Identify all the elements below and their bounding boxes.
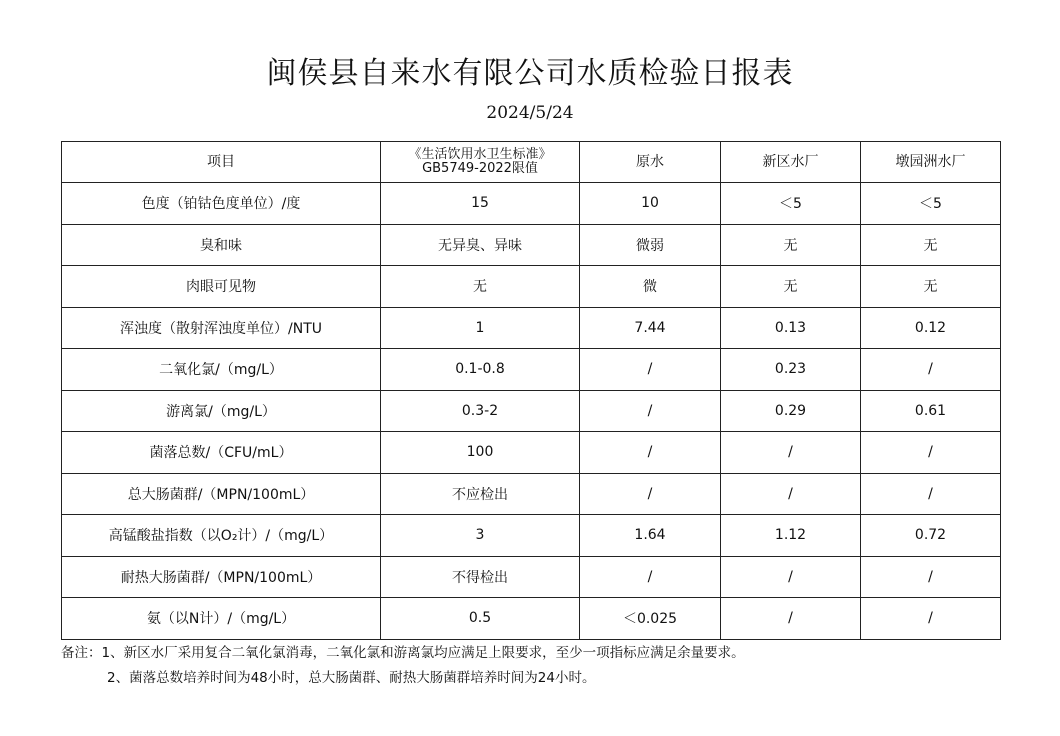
remarks xyxy=(61,641,745,691)
row-raw-value: 微弱 xyxy=(580,224,721,266)
row-raw-value: / xyxy=(580,556,721,598)
row-xinqu-value: / xyxy=(721,598,861,640)
row-raw-value: 7.44 xyxy=(580,307,721,349)
row-limit: 无异臭、异味 xyxy=(381,224,580,266)
table-row xyxy=(62,183,1001,225)
table-row xyxy=(62,390,1001,432)
row-dunyuan-value: / xyxy=(861,598,1001,640)
table-row xyxy=(62,224,1001,266)
row-raw-value: / xyxy=(580,390,721,432)
row-item: 二氧化氯/（mg/L） xyxy=(62,349,381,391)
remark-line-2: 2、菌落总数培养时间为48小时，总大肠菌群、耐热大肠菌群培养时间为24小时。 xyxy=(107,670,596,686)
report-title: 闽侯县自来水有限公司水质检验日报表 xyxy=(266,56,794,91)
row-xinqu-value: 无 xyxy=(721,224,861,266)
header-standard xyxy=(381,142,580,183)
water-quality-table xyxy=(61,141,1001,640)
header-raw-water: 原水 xyxy=(580,142,721,183)
row-dunyuan-value: / xyxy=(861,349,1001,391)
table-row xyxy=(62,349,1001,391)
row-item: 肉眼可见物 xyxy=(62,266,381,308)
row-raw-value: / xyxy=(580,349,721,391)
row-limit: 0.5 xyxy=(381,598,580,640)
row-raw-value: 1.64 xyxy=(580,515,721,557)
row-xinqu-value: 无 xyxy=(721,266,861,308)
table-row xyxy=(62,266,1001,308)
row-limit: 1 xyxy=(381,307,580,349)
report-date: 2024/5/24 xyxy=(486,103,574,123)
row-dunyuan-value: 无 xyxy=(861,224,1001,266)
table-row xyxy=(62,556,1001,598)
row-xinqu-value: / xyxy=(721,432,861,474)
row-limit: 100 xyxy=(381,432,580,474)
row-dunyuan-value: / xyxy=(861,432,1001,474)
row-item: 氨（以N计）/（mg/L） xyxy=(62,598,381,640)
row-limit: 0.3-2 xyxy=(381,390,580,432)
table-row xyxy=(62,473,1001,515)
row-item: 臭和味 xyxy=(62,224,381,266)
row-xinqu-value: 0.23 xyxy=(721,349,861,391)
row-dunyuan-value: 0.61 xyxy=(861,390,1001,432)
row-limit: 0.1-0.8 xyxy=(381,349,580,391)
table-row xyxy=(62,307,1001,349)
row-xinqu-value: / xyxy=(721,473,861,515)
row-item: 总大肠菌群/（MPN/100mL） xyxy=(62,473,381,515)
row-xinqu-value: / xyxy=(721,556,861,598)
row-xinqu-value: ＜5 xyxy=(721,183,861,225)
row-item: 游离氯/（mg/L） xyxy=(62,390,381,432)
row-limit: 不应检出 xyxy=(381,473,580,515)
header-standard-line2: GB5749-2022限值 xyxy=(422,161,538,176)
row-dunyuan-value: / xyxy=(861,473,1001,515)
table-row xyxy=(62,515,1001,557)
row-limit: 15 xyxy=(381,183,580,225)
header-dunyuanzhou-plant: 墩园洲水厂 xyxy=(861,142,1001,183)
row-raw-value: ＜0.025 xyxy=(580,598,721,640)
row-raw-value: 微 xyxy=(580,266,721,308)
row-raw-value: / xyxy=(580,473,721,515)
row-item: 菌落总数/（CFU/mL） xyxy=(62,432,381,474)
row-dunyuan-value: / xyxy=(861,556,1001,598)
row-xinqu-value: 0.13 xyxy=(721,307,861,349)
row-limit: 3 xyxy=(381,515,580,557)
row-item: 耐热大肠菌群/（MPN/100mL） xyxy=(62,556,381,598)
row-dunyuan-value: 0.72 xyxy=(861,515,1001,557)
row-limit: 无 xyxy=(381,266,580,308)
table-row xyxy=(62,598,1001,640)
header-xinqu-plant: 新区水厂 xyxy=(721,142,861,183)
row-raw-value: 10 xyxy=(580,183,721,225)
row-xinqu-value: 0.29 xyxy=(721,390,861,432)
row-dunyuan-value: 0.12 xyxy=(861,307,1001,349)
row-item: 浑浊度（散射浑浊度单位）/NTU xyxy=(62,307,381,349)
row-dunyuan-value: 无 xyxy=(861,266,1001,308)
row-dunyuan-value: ＜5 xyxy=(861,183,1001,225)
header-row xyxy=(62,142,1001,183)
row-xinqu-value: 1.12 xyxy=(721,515,861,557)
remark-line-1: 备注：1、新区水厂采用复合二氧化氯消毒，二氧化氯和游离氯均应满足上限要求，至少一项指标应满足余量要求。 xyxy=(61,645,745,661)
header-item: 项目 xyxy=(62,142,381,183)
table-row xyxy=(62,432,1001,474)
row-raw-value: / xyxy=(580,432,721,474)
row-limit: 不得检出 xyxy=(381,556,580,598)
row-item: 高锰酸盐指数（以O₂计）/（mg/L） xyxy=(62,515,381,557)
header-standard-line1: 《生活饮用水卫生标准》 xyxy=(408,147,552,162)
row-item: 色度（铂钴色度单位）/度 xyxy=(62,183,381,225)
